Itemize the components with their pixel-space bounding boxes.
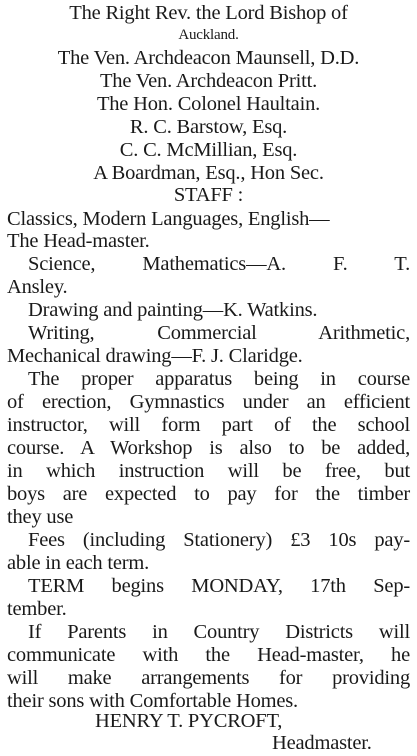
staff-line: Science, Mathematics—A. F. T. (28, 253, 410, 275)
body-text-line: of erection, Gymnastics under an efficient (7, 391, 410, 413)
committee-line: C. C. McMillian, Esq. (119, 139, 298, 161)
body-text-line: their sons with Comfortable Homes. (7, 690, 298, 712)
staff-line: Writing, Commercial Arithmetic, (28, 322, 410, 344)
body-text-line: course. A Workshop is also to be added, (7, 437, 410, 459)
body-text-line: tember. (7, 598, 67, 620)
body-text-line: they use (7, 506, 74, 528)
committee-line: The Hon. Colonel Haultain. (96, 93, 321, 115)
staff-line: Ansley. (7, 276, 68, 298)
committee-line: R. C. Barstow, Esq. (129, 116, 288, 138)
committee-line: A Boardman, Esq., Hon Sec. (93, 162, 324, 184)
body-text-line: able in each term. (7, 552, 150, 574)
staff-heading: STAFF : (173, 184, 244, 206)
body-text-line: TERM begins MONDAY, 17th Sep- (28, 575, 410, 597)
body-text-line: The proper apparatus being in course (28, 368, 410, 390)
signature-name: HENRY T. PYCROFT, (95, 710, 283, 732)
body-text-line: Fees (including Stationery) £3 10s pay- (28, 529, 410, 551)
body-text-line: in which instruction will be free, but (7, 460, 410, 482)
body-text-line: will make arrangements for providing (7, 667, 410, 689)
staff-line: The Head-master. (7, 230, 150, 252)
committee-line: The Ven. Archdeacon Maunsell, D.D. (57, 47, 360, 69)
staff-line: Drawing and painting—K. Watkins. (28, 299, 318, 321)
signature-title: Headmaster. (272, 732, 372, 754)
body-text-line: If Parents in Country Districts will (28, 621, 410, 643)
body-text-line: communicate with the Head-master, he (7, 644, 410, 666)
committee-line: The Right Rev. the Lord Bishop of (69, 2, 348, 24)
body-text-line: boys are expected to pay for the timber (7, 483, 410, 505)
staff-line: Classics, Modern Languages, English— (7, 208, 330, 230)
committee-line: The Ven. Archdeacon Pritt. (99, 70, 318, 92)
committee-line: Auckland. (178, 27, 239, 43)
body-text-line: instructor, will form part of the school (7, 414, 410, 436)
staff-line: Mechanical drawing—F. J. Claridge. (7, 345, 303, 367)
